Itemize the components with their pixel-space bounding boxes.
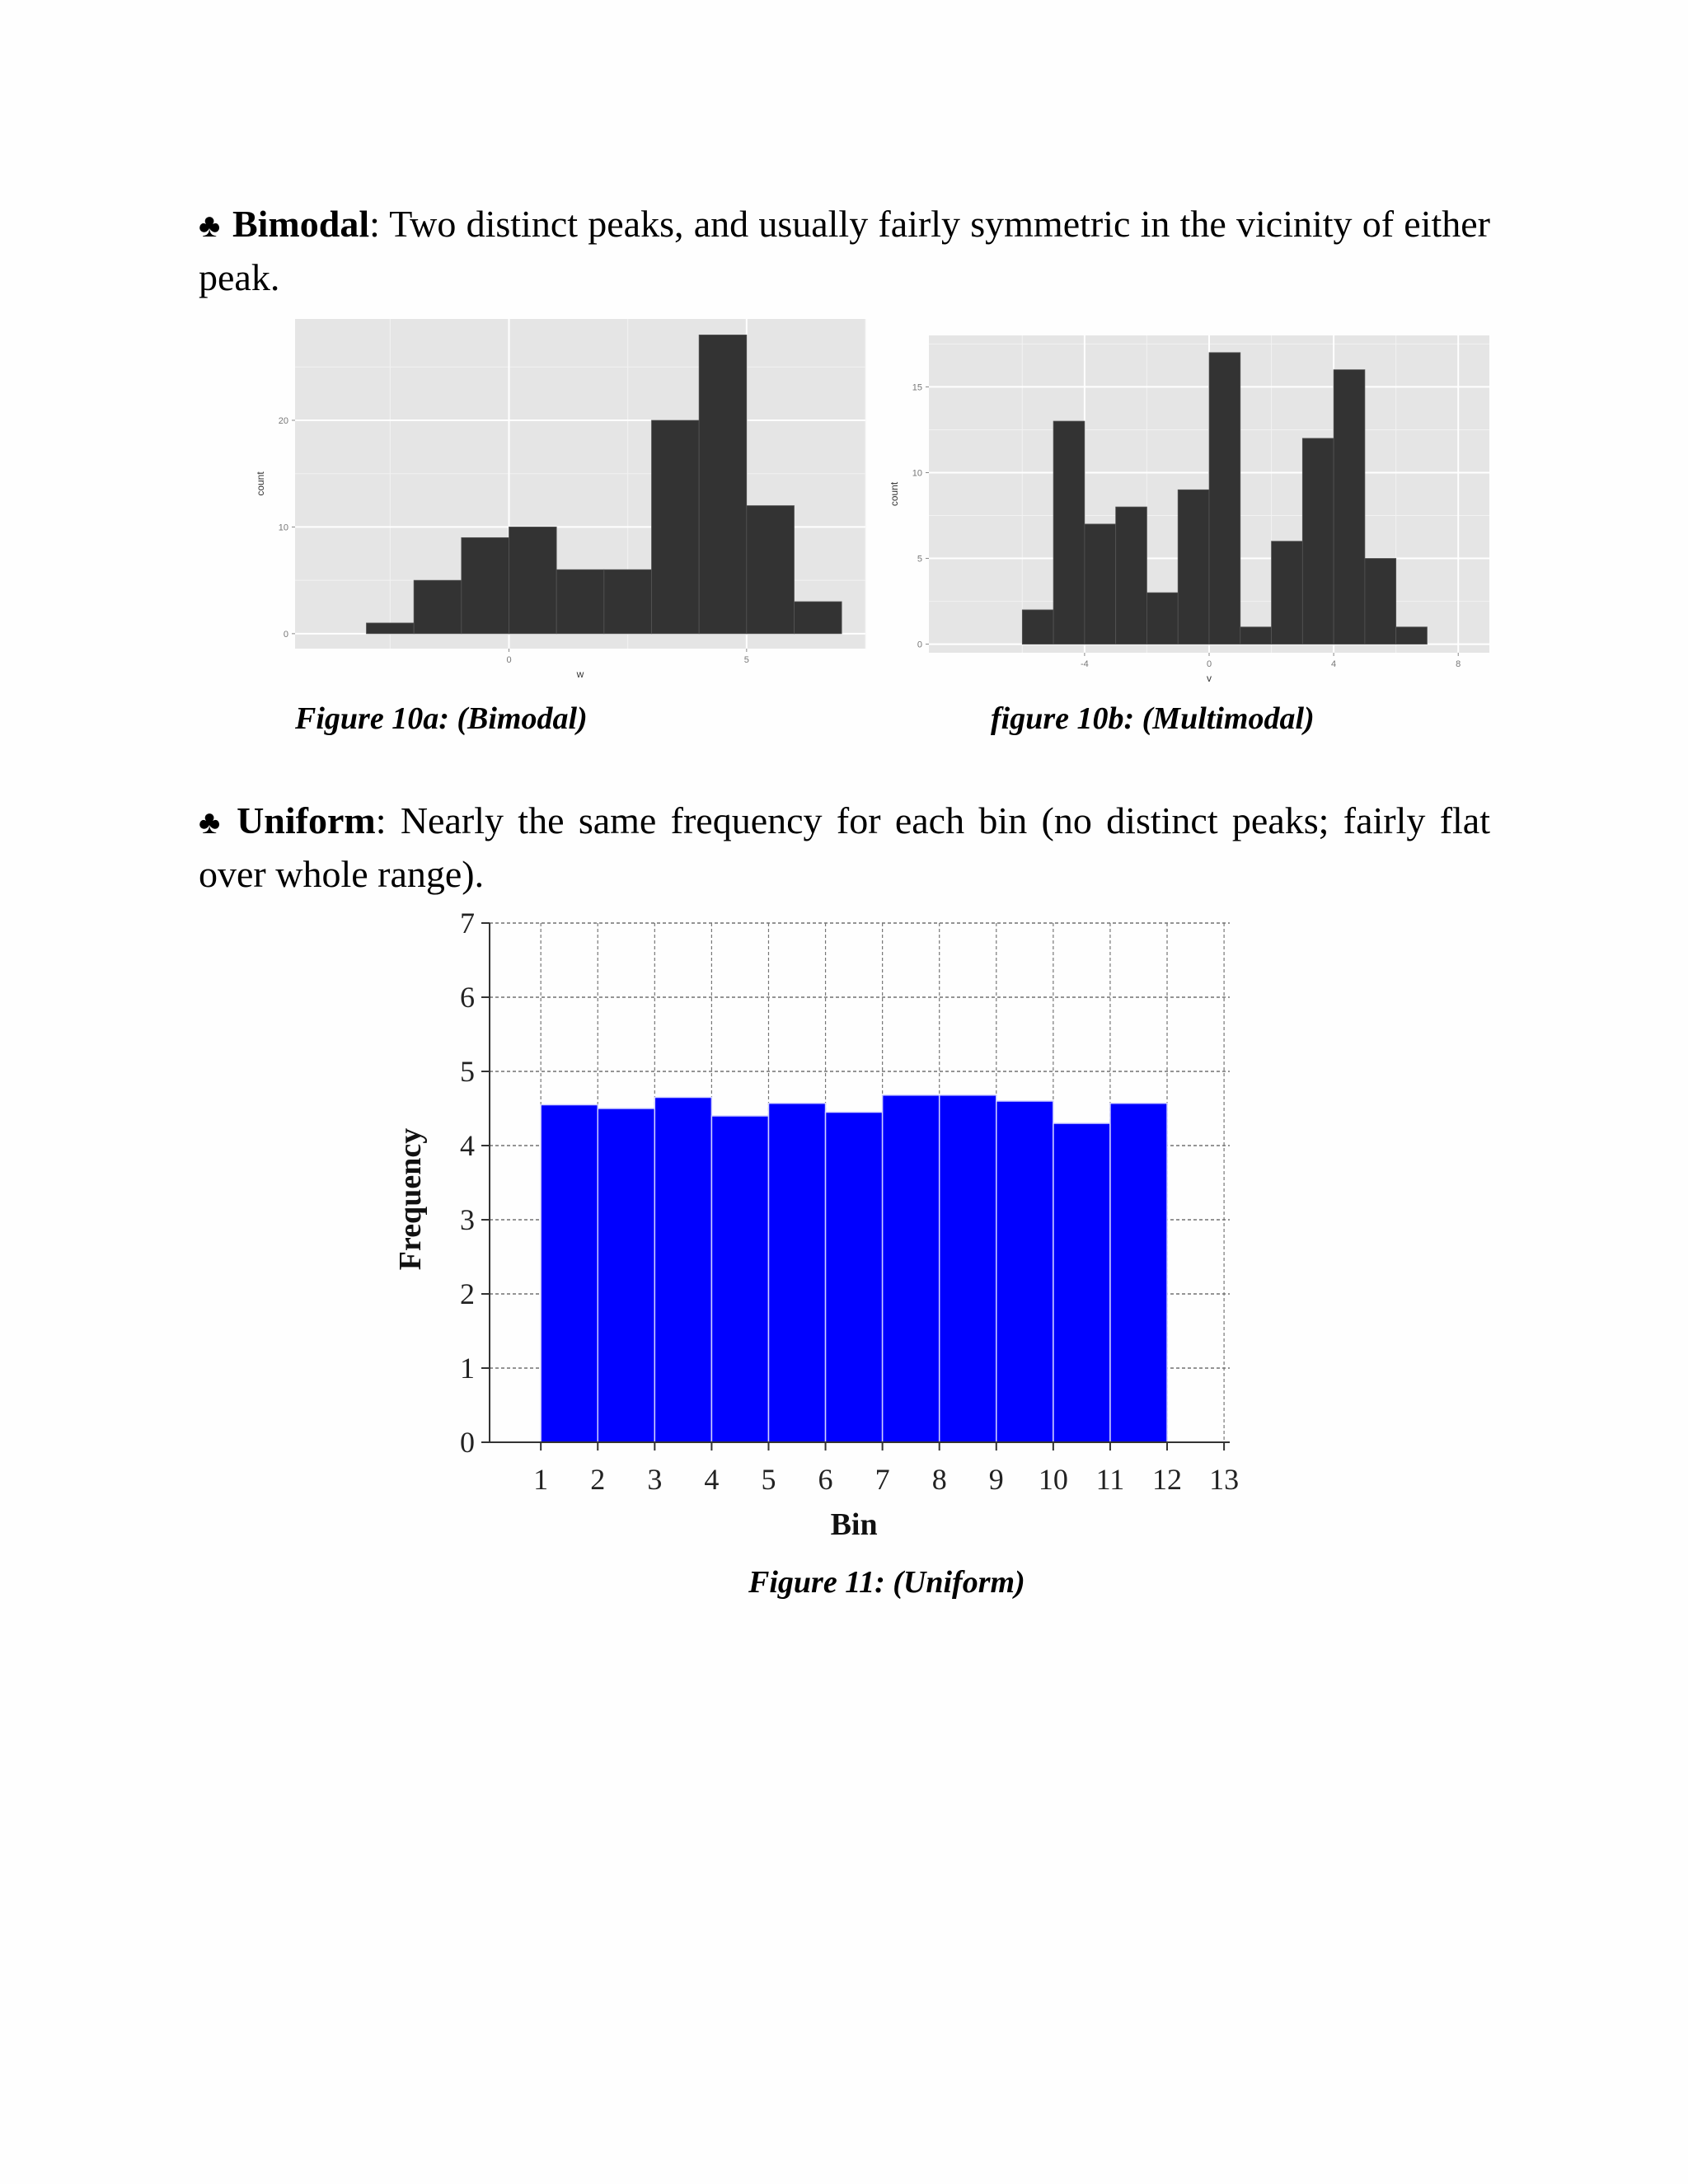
x-axis-title: w	[576, 668, 584, 680]
figure-11-caption: Figure 11: (Uniform)	[748, 1565, 1025, 1600]
figure-10a-caption: Figure 10a: (Bimodal)	[295, 701, 588, 736]
histogram-bar	[604, 569, 652, 634]
histogram-bar	[654, 1098, 711, 1443]
histogram-bar	[940, 1095, 996, 1442]
x-tick-label: 3	[647, 1463, 663, 1496]
histogram-bar	[541, 1105, 598, 1443]
x-tick-label: 1	[533, 1463, 549, 1496]
histogram-bar	[1272, 541, 1303, 644]
histogram-bar	[1116, 507, 1147, 644]
histogram-bar	[1146, 593, 1178, 644]
x-tick-label: -4	[1080, 659, 1089, 669]
y-tick-label: 3	[460, 1203, 475, 1236]
histogram-bar	[652, 420, 700, 634]
y-tick-label: 6	[460, 981, 475, 1014]
x-tick-label: 8	[1456, 659, 1461, 669]
histogram-bar	[1022, 610, 1053, 644]
x-tick-label: 10	[1038, 1463, 1068, 1496]
x-tick-label: 9	[988, 1463, 1004, 1496]
figure-10b-caption: figure 10b: (Multimodal)	[991, 701, 1315, 736]
x-tick-label: 7	[874, 1463, 890, 1496]
y-tick-label: 2	[460, 1277, 475, 1310]
histogram-bar	[1334, 370, 1365, 644]
histogram-bar	[768, 1104, 825, 1442]
x-tick-label: 12	[1152, 1463, 1183, 1496]
histogram-bar	[1053, 421, 1085, 644]
histogram-bar	[1209, 353, 1240, 644]
histogram-bar	[1240, 627, 1272, 644]
multimodal-histogram	[882, 330, 1500, 688]
histogram-bar	[1053, 1123, 1110, 1442]
bimodal-description: : Two distinct peaks, and usually fairly symmetric in the vicinity of either peak.	[199, 203, 1490, 298]
x-tick-label: 11	[1095, 1463, 1125, 1496]
y-tick-label: 15	[912, 382, 922, 393]
x-tick-label: 0	[1206, 659, 1212, 669]
y-axis-title: count	[889, 481, 900, 507]
y-axis-title: Frequency	[393, 1127, 428, 1271]
x-tick-label: 2	[590, 1463, 606, 1496]
x-tick-label: 5	[761, 1463, 776, 1496]
x-tick-label: 6	[818, 1463, 833, 1496]
histogram-bar	[1365, 559, 1396, 644]
x-tick-label: 0	[506, 655, 512, 665]
x-axis-title: v	[1207, 673, 1212, 684]
x-tick-label: 4	[1331, 659, 1337, 669]
uniform-histogram	[387, 902, 1302, 1554]
histogram-bar	[1396, 627, 1428, 644]
x-tick-label: 4	[704, 1463, 720, 1496]
histogram-bar	[1302, 438, 1334, 644]
y-tick-label: 5	[460, 1055, 475, 1088]
y-tick-label: 4	[460, 1129, 475, 1162]
y-tick-label: 0	[917, 640, 922, 650]
histogram-bar	[598, 1108, 654, 1442]
bimodal-histogram	[247, 317, 874, 688]
uniform-term: Uniform	[237, 799, 376, 841]
histogram-bar	[1110, 1104, 1167, 1442]
x-axis-title: Bin	[830, 1507, 878, 1542]
bimodal-paragraph	[199, 198, 1490, 303]
histogram-bar	[795, 602, 842, 634]
y-tick-label: 1	[460, 1352, 475, 1385]
histogram-bar	[747, 506, 795, 634]
club-bullet-icon: ♣	[199, 804, 226, 841]
y-tick-label: 20	[278, 415, 288, 426]
y-tick-label: 7	[460, 907, 475, 940]
x-tick-label: 8	[931, 1463, 947, 1496]
histogram-bar	[509, 527, 557, 633]
bimodal-term: Bimodal	[232, 203, 370, 245]
y-tick-label: 5	[917, 554, 922, 565]
club-bullet-icon: ♣	[199, 207, 221, 244]
histogram-bar	[367, 623, 415, 634]
histogram-bar	[711, 1116, 768, 1442]
histogram-bar	[996, 1101, 1053, 1442]
histogram-bar	[414, 580, 462, 634]
x-tick-label: 13	[1209, 1463, 1240, 1496]
y-tick-label: 10	[278, 523, 288, 533]
y-axis-title: count	[255, 471, 266, 496]
histogram-bar	[1178, 490, 1209, 644]
histogram-bar	[1085, 524, 1116, 644]
histogram-bar	[556, 569, 604, 634]
uniform-paragraph	[199, 794, 1490, 900]
histogram-bar	[883, 1095, 940, 1442]
histogram-bar	[826, 1113, 883, 1443]
y-tick-label: 0	[283, 629, 288, 640]
uniform-description: : Nearly the same frequency for each bin (no distinct peaks; fairly flat over whole range).	[199, 799, 1490, 895]
y-tick-label: 10	[912, 468, 922, 479]
x-tick-label: 5	[743, 655, 749, 665]
histogram-bar	[699, 335, 747, 633]
y-tick-label: 0	[460, 1426, 475, 1459]
histogram-bar	[462, 537, 509, 634]
